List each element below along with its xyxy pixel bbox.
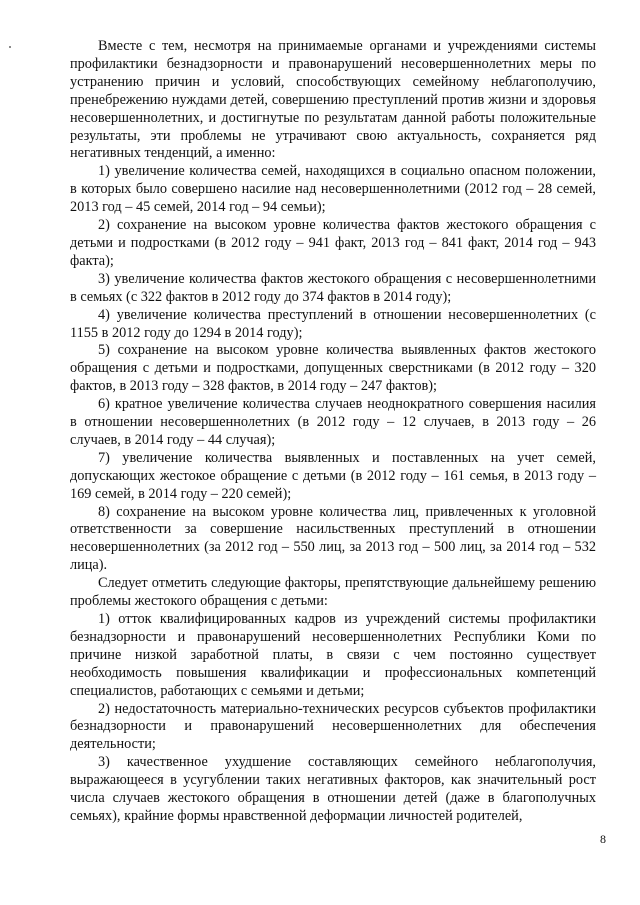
paragraph-factor-3: 3) качественное ухудшение составляющих семейного неблагополучия, выражающееся в усугублении таких негативных факторов, как значительный рост числа случаев жестокого обращения в отношении детей (даже в благополучных семьях), крайние формы нравственной деформации личностей родителей, [70,754,596,824]
paragraph-trend-3: 3) увеличение количества фактов жестокого обращения с несовершеннолетними в семьях (с 322 фактов в 2012 году до 374 фактов в 2014 году); [70,270,596,305]
paragraph-trend-2: 2) сохранение на высоком уровне количества фактов жестокого обращения с детьми и подростками (в 2012 году – 941 факт, 2013 год – 841 факт, 2014 год – 943 факта); [70,217,596,269]
paragraph-trend-6: 6) кратное увеличение количества случаев неоднократного совершения насилия в отношении несовершеннолетних (в 2012 году – 12 случаев, в 2013 году – 26 случаев, в 2014 году – 44 случая); [70,396,596,448]
paragraph-factor-2: 2) недостаточность материально-технических ресурсов субъектов профилактики безнадзорности и правонарушений несовершеннолетних для обеспечения деятельности; [70,700,596,753]
paragraph-factor-1: 1) отток квалифицированных кадров из учреждений системы профилактики безнадзорности и правонарушений несовершеннолетних Республики Коми по причине низкой заработной платы, в связи с чем постоянно существует необходимость повышения квалификации и профессиональных компетенций специалистов, работающих с семьями и детьми; [70,611,596,699]
page-number: 8 [600,832,606,846]
paragraph-factors-intro: Следует отметить следующие факторы, препятствующие дальнейшему решению проблемы жестокого обращения с детьми: [70,575,596,610]
paragraph-trend-4: 4) увеличение количества преступлений в отношении несовершеннолетних (с 1155 в 2012 году до 1294 в 2014 году); [70,306,596,341]
paragraph-trend-7: 7) увеличение количества выявленных и поставленных на учет семей, допускающих жестокое обращение с детьми (в 2012 году – 161 семья, в 2013 году – 169 семей, в 2014 году – 220 семей); [70,449,596,502]
scan-speck [9,46,11,48]
paragraph-trend-8: 8) сохранение на высоком уровне количества лиц, привлеченных к уголовной ответственности за совершение насильственных преступлений в отношении несовершеннолетних (за 2012 год – 550 лиц, за 2013 год – 500 лиц, за 2014 год – 532 лица). [70,503,596,574]
paragraph-intro: Вместе с тем, несмотря на принимаемые органами и учреждениями системы профилактики безнадзорности и правонарушений несовершеннолетних меры по устранению причин и условий, способствующих семейному неблагополучию, пренебрежению нуждами детей, совершению преступлений против жизни и здоровья несовершеннолетних, и достигнутые по результатам данной работы положительные результаты, эти проблемы не утрачивают свою актуальность, сохраняется ряд негативных тенденций, а именно: [70,38,596,162]
paragraph-trend-5: 5) сохранение на высоком уровне количества выявленных фактов жестокого обращения с детьми и подростками, допущенных сверстниками (в 2012 году – 320 фактов, в 2013 году – 328 фактов, в 2014 году – 247 фактов); [70,342,596,395]
paragraph-trend-1: 1) увеличение количества семей, находящихся в социально опасном положении, в которых было совершено насилие над несовершеннолетними (2012 год – 28 семей, 2013 год – 45 семей, 2014 год – 94 семьи); [70,163,596,216]
